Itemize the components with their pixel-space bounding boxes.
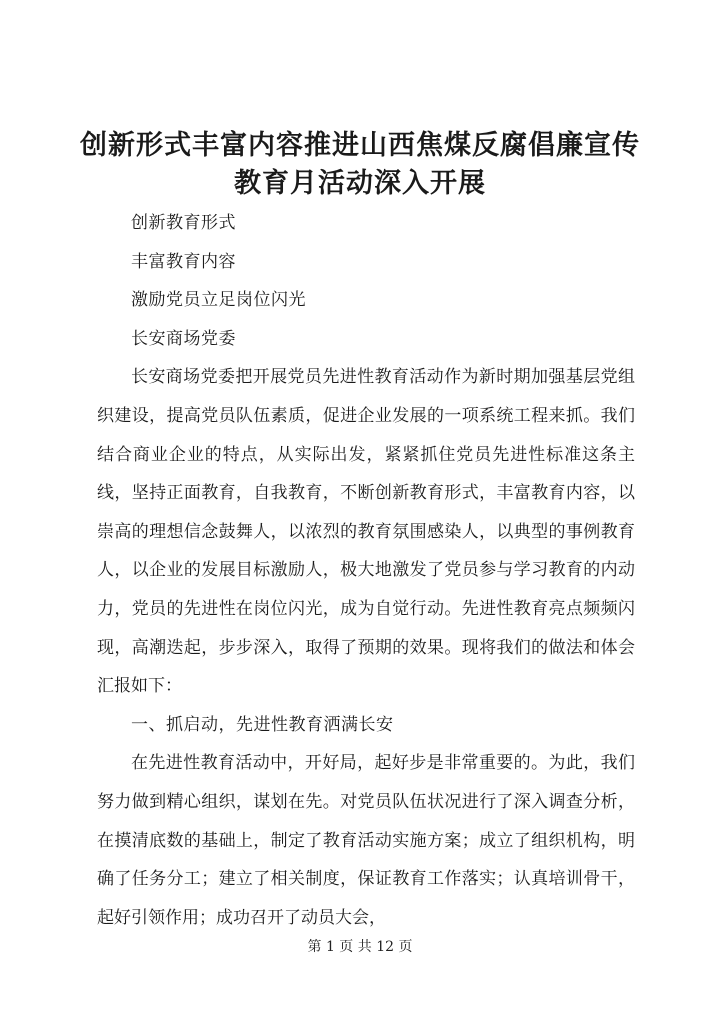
title-line-2: 教育月活动深入开展 — [234, 168, 486, 199]
paragraph-section-1: 在先进性教育活动中，开好局，起好步是非常重要的。为此，我们努力做到精心组织，谋划在先。对党员队伍状况进行了深入调查分析，在摸清底数的基础上，制定了教育活动实施方案；成立了组织机构，明确了任务分工；建立了相关制度，保证教育工作落实；认真培训骨干，起好引领作用；成功召开了动员大会， — [97, 753, 635, 928]
subtitle-inspire-members: 激励党员立足岗位闪光 — [131, 290, 306, 311]
subtitle-innovate-form: 创新教育形式 — [131, 213, 236, 233]
document-body — [97, 204, 635, 937]
author-line: 长安商场党委 — [131, 328, 236, 349]
page-footer: 第 1 页 共 12 页 — [307, 939, 413, 955]
subtitle-enrich-content: 丰富教育内容 — [131, 251, 236, 272]
section-heading-1: 一、抓启动，先进性教育洒满长安 — [131, 714, 394, 735]
title-line-1: 创新形式丰富内容推进山西焦煤反腐倡廉宣传 — [80, 130, 640, 161]
document-title — [60, 127, 660, 203]
paragraph-intro: 长安商场党委把开展党员先进性教育活动作为新时期加强基层党组织建设，提高党员队伍素质，促进企业发展的一项系统工程来抓。我们结合商业企业的特点，从实际出发，紧紧抓住党员先进性标准这条主线，坚持正面教育，自我教育，不断创新教育形式，丰富教育内容，以崇高的理想信念鼓舞人，以浓烈的教育氛围感染人，以典型的事例教育人，以企业的发展目标激励人，极大地激发了党员参与学习教育的内动力，党员的先进性在岗位闪光，成为自觉行动。先进性教育亮点频频闪现，高潮迭起，步步深入，取得了预期的效果。现将我们的做法和体会汇报如下： — [97, 367, 635, 697]
